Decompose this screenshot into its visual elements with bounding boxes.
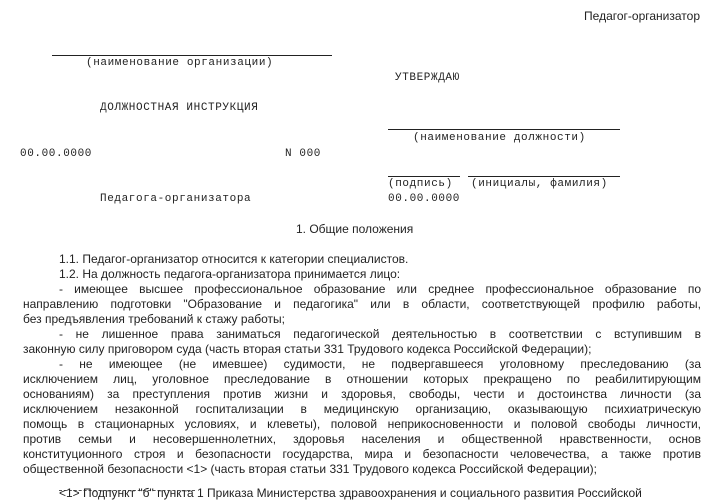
footnote-clipped: [23, 486, 701, 501]
organization-caption: (наименование организации): [86, 57, 274, 69]
approval-date: 00.00.0000: [388, 193, 461, 205]
organization-line: [52, 55, 332, 56]
section-title: 1. Общие положения: [296, 222, 414, 236]
list-item-line: направлению подготовки "Образование и педагогика" или в области, соответствующей профилю работы,: [23, 297, 701, 311]
position-caption: (наименование должности): [413, 132, 586, 144]
approve-label: УТВЕРЖДАЮ: [395, 72, 460, 84]
document-number: N 000: [285, 148, 322, 160]
list-item-line: - имеющее высшее профессиональное образование или среднее профессиональное образование по: [59, 282, 701, 296]
body-text: [23, 252, 701, 477]
initials-caption: (инициалы, фамилия): [471, 178, 608, 190]
list-item-line: - не имеющее (не имевшее) судимости, не подвергавшееся уголовному преследованию (за: [59, 357, 701, 371]
list-item-line: общественной безопасности <1> (часть вторая статьи 331 Трудового кодекса Российской Федерации);: [23, 462, 597, 476]
list-item-line: - не лишенное права заниматься педагогической деятельностью в соответствии с вступившим в: [59, 327, 701, 341]
list-item-line: помощь в стационарных условиях, и клеветы), половой неприкосновенности и половой свободы личности,: [23, 417, 701, 431]
signature-caption: (подпись): [388, 178, 453, 190]
paragraph-1-2: 1.2. На должность педагога-организатора принимается лицо:: [59, 267, 401, 281]
document-subject: Педагога-организатора: [100, 193, 252, 205]
list-item-line: исключением незаконной госпитализации в медицинскую организацию, оказывающую психиатрическую: [23, 402, 701, 416]
list-item-line: без предъявления требований к стажу работы;: [23, 312, 285, 326]
list-item-line: основаниям) за преступления против жизни и здоровья, свободы, чести и достоинства личности (за: [23, 387, 701, 401]
list-item-line: законную силу приговором суда (часть вторая статьи 331 Трудового кодекса Российской Федерации);: [23, 342, 592, 356]
initials-line: [468, 176, 620, 177]
footnote-line: <1> Подпункт "б" пункта 1 Приказа Министерства здравоохранения и социального развития Российской: [59, 486, 642, 500]
list-item-line: конституционного строя и безопасности государства, мира и безопасности человечества, а также против: [23, 447, 701, 461]
list-item-line: исключением лиц, уголовное преследование в отношении которых прекращено по реабилитирующим: [23, 372, 701, 386]
signature-line: [388, 176, 460, 177]
position-line: [388, 129, 620, 130]
list-item-line: против семьи и несовершеннолетних, здоровья населения и общественной нравственности, основ: [23, 432, 701, 446]
document-date: 00.00.0000: [20, 148, 93, 160]
document-title: ДОЛЖНОСТНАЯ ИНСТРУКЦИЯ: [100, 102, 259, 114]
document-role-header: Педагог-организатор: [584, 9, 700, 23]
paragraph-1-1: 1.1. Педагог-организатор относится к категории специалистов.: [59, 252, 409, 266]
